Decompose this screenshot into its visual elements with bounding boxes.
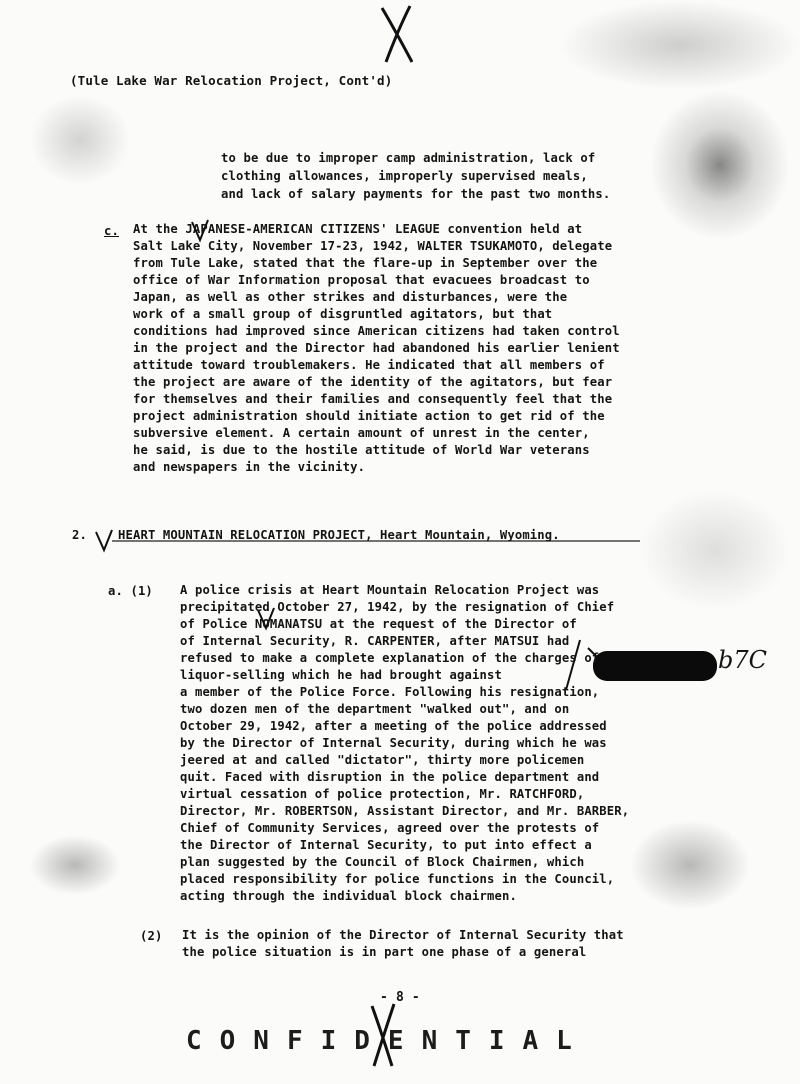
paragraph-c-line: conditions had improved since American citizens had taken control: [133, 324, 620, 338]
paragraph-a1-line: liquor-selling which he had brought against: [180, 668, 502, 682]
paragraph-a1-line: plan suggested by the Council of Block Chairmen, which: [180, 855, 585, 869]
paragraph-a1-label: a. (1): [108, 584, 153, 598]
continuation-line: and lack of salary payments for the past two months.: [221, 187, 611, 201]
paragraph-c-line: he said, is due to the hostile attitude of World War veterans: [133, 443, 590, 457]
continuation-line: clothing allowances, improperly supervised meals,: [221, 169, 588, 183]
tick-mark-2: [96, 530, 112, 550]
redaction-bar: [593, 651, 717, 681]
paragraph-a1-line: refused to make a complete explanation of the charges of: [180, 651, 600, 665]
paragraph-c-line: in the project and the Director had abandoned his earlier lenient: [133, 341, 620, 355]
paragraph-a1-line: two dozen men of the department "walked out", and on: [180, 702, 570, 716]
paragraph-c-label: c.: [104, 224, 119, 238]
section-2-label: 2.: [72, 528, 87, 542]
paragraph-a1-line: placed responsibility for police functions in the Council,: [180, 872, 615, 886]
classification-stamp: CONFIDENTIAL: [186, 1026, 590, 1056]
paragraph-a1-line: Chief of Community Services, agreed over the protests of: [180, 821, 600, 835]
paragraph-c-line: attitude toward troublemakers. He indicated that all members of: [133, 358, 605, 372]
paragraph-a1-line: of Internal Security, R. CARPENTER, after MATSUI had: [180, 634, 570, 648]
paragraph-a1-line: October 29, 1942, after a meeting of the police addressed: [180, 719, 607, 733]
paragraph-c-line: At the JAPANESE-AMERICAN CITIZENS' LEAGUE convention held at: [133, 222, 583, 236]
paragraph-a1-line: the Director of Internal Security, to put into effect a: [180, 838, 592, 852]
paragraph-a1-line: jeered at and called "dictator", thirty more policemen: [180, 753, 585, 767]
page-header: (Tule Lake War Relocation Project, Cont'd): [70, 73, 393, 88]
paragraph-a1-line: quit. Faced with disruption in the police department and: [180, 770, 600, 784]
paragraph-a1-line: A police crisis at Heart Mountain Relocation Project was: [180, 583, 600, 597]
paragraph-c-line: Salt Lake City, November 17-23, 1942, WALTER TSUKAMOTO, delegate: [133, 239, 613, 253]
paragraph-a1-line: Director, Mr. ROBERTSON, Assistant Director, and Mr. BARBER,: [180, 804, 630, 818]
paragraph-c-line: work of a small group of disgruntled agitators, but that: [133, 307, 553, 321]
paragraph-c-line: subversive element. A certain amount of unrest in the center,: [133, 426, 590, 440]
paragraph-c-line: the project are aware of the identity of the agitators, but fear: [133, 375, 613, 389]
paragraph-a2-line: It is the opinion of the Director of Internal Security that: [182, 928, 624, 942]
paragraph-a2-line: the police situation is in part one phase of a general: [182, 945, 587, 959]
paragraph-a1-line: acting through the individual block chairmen.: [180, 889, 517, 903]
paragraph-a2-label: (2): [140, 929, 163, 943]
paragraph-c-line: and newspapers in the vicinity.: [133, 460, 366, 474]
paragraph-c-line: from Tule Lake, stated that the flare-up in September over the: [133, 256, 598, 270]
paragraph-c-line: office of War Information proposal that evacuees broadcast to: [133, 273, 590, 287]
margin-annotation-b7c: b7C: [718, 646, 767, 674]
paragraph-a1-line: by the Director of Internal Security, during which he was: [180, 736, 607, 750]
paragraph-a1-line: of Police NOMANATSU at the request of the Director of: [180, 617, 577, 631]
paragraph-a1-line: precipitated October 27, 1942, by the resignation of Chief: [180, 600, 615, 614]
page-number: - 8 -: [380, 990, 420, 1005]
paragraph-a1-line: a member of the Police Force. Following his resignation,: [180, 685, 600, 699]
top-x-mark: [382, 6, 412, 62]
paragraph-c-line: project administration should initiate action to get rid of the: [133, 409, 605, 423]
paragraph-a1-line: virtual cessation of police protection, Mr. RATCHFORD,: [180, 787, 585, 801]
paragraph-c-line: for themselves and their families and consequently feel that the: [133, 392, 613, 406]
continuation-line: to be due to improper camp administration, lack of: [221, 151, 596, 165]
paragraph-c-line: Japan, as well as other strikes and disturbances, were the: [133, 290, 568, 304]
section-2-title: HEART MOUNTAIN RELOCATION PROJECT, Heart Mountain, Wyoming.: [118, 528, 560, 542]
